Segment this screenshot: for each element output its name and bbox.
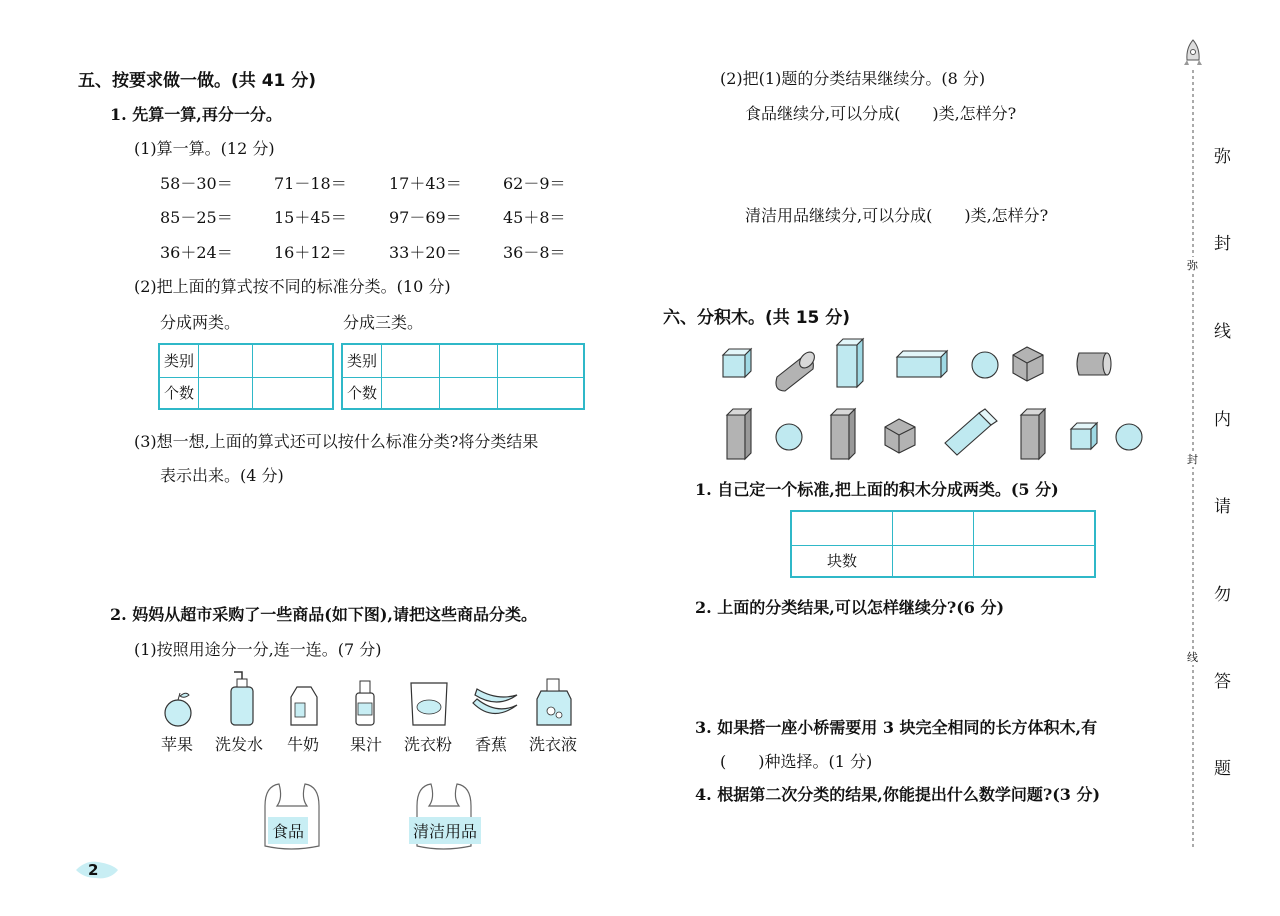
seal-char: 题: [1214, 759, 1231, 779]
juice-bottle-icon: [356, 681, 374, 725]
rocket-icon: [1184, 40, 1202, 65]
product-illustrations: [155, 665, 595, 730]
count-header: 个数: [159, 377, 199, 409]
answer-cell[interactable]: [974, 545, 1096, 577]
item-label-juice: 果汁: [350, 735, 383, 754]
item-label-banana: 香蕉: [475, 735, 508, 754]
expression: 15＋45＝: [274, 208, 347, 227]
section-6-title: 六、分积木。(共 15 分): [663, 308, 851, 328]
question-2-title: 2. 妈妈从超市采购了一些商品(如下图),请把这些商品分类。: [110, 605, 537, 624]
question-1-1: (1)算一算。(12 分): [134, 139, 275, 158]
seal-line: [1180, 38, 1206, 858]
detergent-bag-icon: [411, 683, 447, 725]
gray-tall-cuboid-icon: [727, 409, 751, 459]
question-6-3-line2: ( )种选择。(1 分): [720, 752, 873, 771]
milk-carton-icon: [291, 687, 317, 725]
answer-cell[interactable]: [497, 344, 584, 377]
answer-cell[interactable]: [974, 511, 1096, 545]
count-header: 个数: [342, 377, 382, 409]
question-6-1: 1. 自己定一个标准,把上面的积木分成两类。(5 分): [695, 480, 1059, 499]
expression: 45＋8＝: [503, 208, 566, 227]
expression: 36＋24＝: [160, 243, 233, 262]
expression: 71－18＝: [274, 174, 347, 193]
seal-char-small: 弥: [1187, 259, 1198, 272]
question-6-4: 4. 根据第二次分类的结果,你能提出什么数学问题?(3 分): [695, 785, 1101, 804]
seal-char-small: 线: [1187, 651, 1198, 664]
answer-cell[interactable]: [439, 377, 497, 409]
shampoo-bottle-icon: [231, 672, 253, 725]
expression: 85－25＝: [160, 208, 233, 227]
expression: 62－9＝: [503, 174, 566, 193]
three-class-label: 分成三类。: [343, 313, 424, 332]
answer-cell[interactable]: [382, 344, 440, 377]
section-5-title: 五、按要求做一做。(共 41 分): [78, 71, 317, 91]
tilted-cuboid-icon: [945, 409, 997, 455]
question-2-2: (2)把(1)题的分类结果继续分。(8 分): [720, 69, 986, 88]
two-class-label: 分成两类。: [160, 313, 241, 332]
question-1-2: (2)把上面的算式按不同的标准分类。(10 分): [134, 277, 451, 296]
sphere-icon: [972, 352, 998, 378]
seal-char: 线: [1214, 322, 1231, 342]
seal-char: 弥: [1214, 147, 1231, 167]
block-class-table: [790, 510, 1096, 578]
item-label-shampoo: 洗发水: [215, 735, 264, 754]
expression: 58－30＝: [160, 174, 233, 193]
sphere-icon: [776, 424, 802, 450]
small-cube-icon: [723, 349, 751, 377]
answer-cell[interactable]: [893, 511, 974, 545]
seal-char: 请: [1214, 497, 1231, 517]
expression: 97－69＝: [389, 208, 462, 227]
question-6-2: 2. 上面的分类结果,可以怎样继续分?(6 分): [695, 598, 1005, 617]
answer-cell[interactable]: [252, 344, 333, 377]
bag-label-food: 食品: [268, 817, 308, 844]
answer-cell[interactable]: [893, 545, 974, 577]
answer-cell[interactable]: [252, 377, 333, 409]
expression: 17＋43＝: [389, 174, 462, 193]
answer-cell[interactable]: [199, 377, 253, 409]
answer-cell[interactable]: [199, 344, 253, 377]
apple-icon: [165, 693, 191, 726]
item-label-laundry-liquid: 洗衣液: [529, 735, 578, 754]
category-header: 类别: [342, 344, 382, 377]
expression: 36－8＝: [503, 243, 566, 262]
banana-icon: [473, 689, 517, 714]
page-number: 2: [88, 861, 99, 879]
question-6-3-line1: 3. 如果搭一座小桥需要用 3 块完全相同的长方体积木,有: [695, 718, 1098, 737]
seal-char: 答: [1214, 672, 1231, 692]
food-continue-question: 食品继续分,可以分成( )类,怎样分?: [745, 104, 1017, 123]
seal-char: 勿: [1214, 585, 1231, 605]
answer-cell[interactable]: [791, 511, 893, 545]
expression: 33＋20＝: [389, 243, 462, 262]
question-1-title: 1. 先算一算,再分一分。: [110, 105, 282, 124]
question-1-3-line1: (3)想一想,上面的算式还可以按什么标准分类?将分类结果: [134, 432, 539, 451]
question-2-1: (1)按照用途分一分,连一连。(7 分): [134, 640, 382, 659]
seal-char: 封: [1214, 234, 1231, 254]
small-cube-icon: [1071, 423, 1097, 449]
item-label-milk: 牛奶: [287, 735, 320, 754]
gray-cube-icon: [885, 419, 915, 453]
tilted-cylinder-icon: [776, 349, 817, 391]
gray-cube-icon: [1013, 347, 1043, 381]
question-1-3-line2: 表示出来。(4 分): [160, 466, 284, 485]
gray-cylinder-icon: [1077, 353, 1111, 375]
seal-char: 内: [1214, 410, 1231, 430]
block-count-header: 块数: [791, 545, 893, 577]
building-blocks: [715, 335, 1155, 465]
sphere-icon: [1116, 424, 1142, 450]
item-label-detergent: 洗衣粉: [404, 735, 453, 754]
expression: 16＋12＝: [274, 243, 347, 262]
two-class-table: [158, 343, 334, 410]
category-header: 类别: [159, 344, 199, 377]
answer-cell[interactable]: [439, 344, 497, 377]
tall-cuboid-icon: [837, 339, 863, 387]
seal-char-small: 封: [1187, 453, 1198, 466]
answer-cell[interactable]: [382, 377, 440, 409]
cleaning-continue-question: 清洁用品继续分,可以分成( )类,怎样分?: [745, 206, 1049, 225]
answer-cell[interactable]: [497, 377, 584, 409]
three-class-table: [341, 343, 585, 410]
gray-tall-cuboid-icon: [1021, 409, 1045, 459]
item-label-apple: 苹果: [161, 735, 194, 754]
gray-tall-cuboid-icon: [831, 409, 855, 459]
laundry-liquid-icon: [537, 679, 571, 725]
long-cuboid-icon: [897, 351, 947, 377]
bag-label-cleaning: 清洁用品: [409, 817, 481, 844]
